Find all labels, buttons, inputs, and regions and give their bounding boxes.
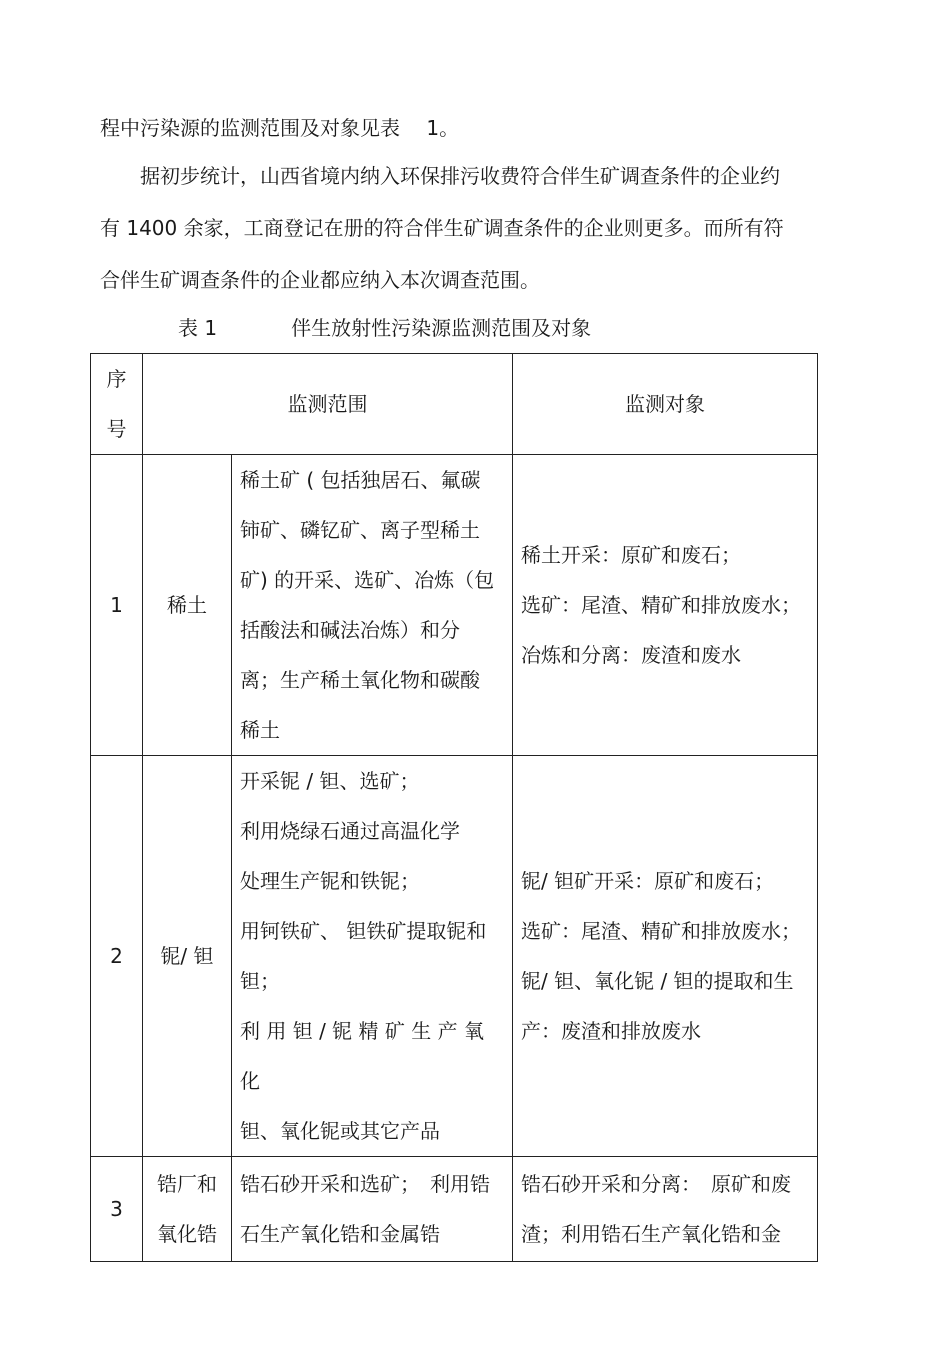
row-category xyxy=(143,455,232,756)
intro-line: 程中污染源的监测范围及对象见表 1。 xyxy=(100,116,460,140)
table-row xyxy=(91,1157,818,1262)
scope-line: 处理生产铌和铁铌； xyxy=(240,869,420,893)
scope-line: 铈矿、磷钇矿、离子型稀土 xyxy=(240,518,480,542)
scope-line: 括酸法和碱法冶炼）和分 xyxy=(240,618,460,642)
header-scope: 监测范围 xyxy=(143,354,513,455)
scope-line: 钽； xyxy=(240,969,280,993)
target-line: 渣；利用锆石生产氧化锆和金 xyxy=(521,1222,781,1246)
target-line: 铌/ 钽矿开采：原矿和废石； xyxy=(521,869,775,893)
row-target xyxy=(513,455,818,756)
table-row xyxy=(91,756,818,1157)
scope-line: 矿) 的开采、选矿、冶炼（包 xyxy=(240,568,495,592)
category-line: 铌/ 钽 xyxy=(160,944,214,968)
target-line: 铌/ 钽、氧化铌 / 钽的提取和生 xyxy=(521,969,794,993)
table-caption xyxy=(178,312,591,341)
header-seq-char: 号 xyxy=(106,417,127,441)
table-number: 表 1 xyxy=(178,316,218,340)
row-seq: 1 xyxy=(91,455,143,756)
target-line: 选矿：尾渣、精矿和排放废水； xyxy=(521,593,801,617)
scope-line: 钽、氧化铌或其它产品 xyxy=(240,1119,440,1143)
row-category xyxy=(143,1157,232,1262)
header-target: 监测对象 xyxy=(513,354,818,455)
scope-line: 开采铌 / 钽、选矿； xyxy=(240,769,420,793)
header-seq-char: 序 xyxy=(106,367,127,391)
target-line: 稀土开采：原矿和废石； xyxy=(521,543,741,567)
row-seq: 2 xyxy=(91,756,143,1157)
scope-line: 石生产氧化锆和金属锆 xyxy=(240,1222,440,1246)
target-line: 选矿：尾渣、精矿和排放废水； xyxy=(521,919,801,943)
scope-line: 利 用 钽 / 铌 精 矿 生 产 氧 化 xyxy=(240,1019,484,1093)
scope-line: 锆石砂开采和选矿； 利用锆 xyxy=(240,1172,490,1196)
header-seq xyxy=(91,354,143,455)
row-target xyxy=(513,756,818,1157)
row-scope xyxy=(232,756,513,1157)
row-target xyxy=(513,1157,818,1262)
paragraph-line: 据初步统计，山西省境内纳入环保排污收费符合伴生矿调查条件的企业约 xyxy=(140,164,780,188)
scope-line: 利用烧绿石通过高温化学 xyxy=(240,819,460,843)
row-category xyxy=(143,756,232,1157)
statistics-paragraph xyxy=(100,150,820,306)
monitoring-table xyxy=(90,353,818,1262)
row-scope xyxy=(232,1157,513,1262)
scope-line: 稀土矿 ( 包括独居石、氟碳 xyxy=(240,468,481,492)
table-row xyxy=(91,455,818,756)
target-line: 产：废渣和排放废水 xyxy=(521,1019,701,1043)
category-line: 氧化锆 xyxy=(157,1222,217,1246)
scope-line: 用钶铁矿、 钽铁矿提取铌和 xyxy=(240,919,487,943)
table-title: 伴生放射性污染源监测范围及对象 xyxy=(291,316,592,340)
scope-line: 稀土 xyxy=(240,718,280,742)
scope-line: 离；生产稀土氧化物和碳酸 xyxy=(240,668,480,692)
paragraph-line: 有 1400 余家，工商登记在册的符合伴生矿调查条件的企业则更多。而所有符 xyxy=(100,216,784,240)
target-line: 锆石砂开采和分离： 原矿和废 xyxy=(521,1172,791,1196)
paragraph-line: 合伴生矿调查条件的企业都应纳入本次调查范围。 xyxy=(100,268,540,292)
target-line: 冶炼和分离：废渣和废水 xyxy=(521,643,741,667)
category-line: 锆厂和 xyxy=(157,1172,217,1196)
category-line: 稀土 xyxy=(167,593,207,617)
row-scope xyxy=(232,455,513,756)
table-header-row xyxy=(91,354,818,455)
row-seq: 3 xyxy=(91,1157,143,1262)
